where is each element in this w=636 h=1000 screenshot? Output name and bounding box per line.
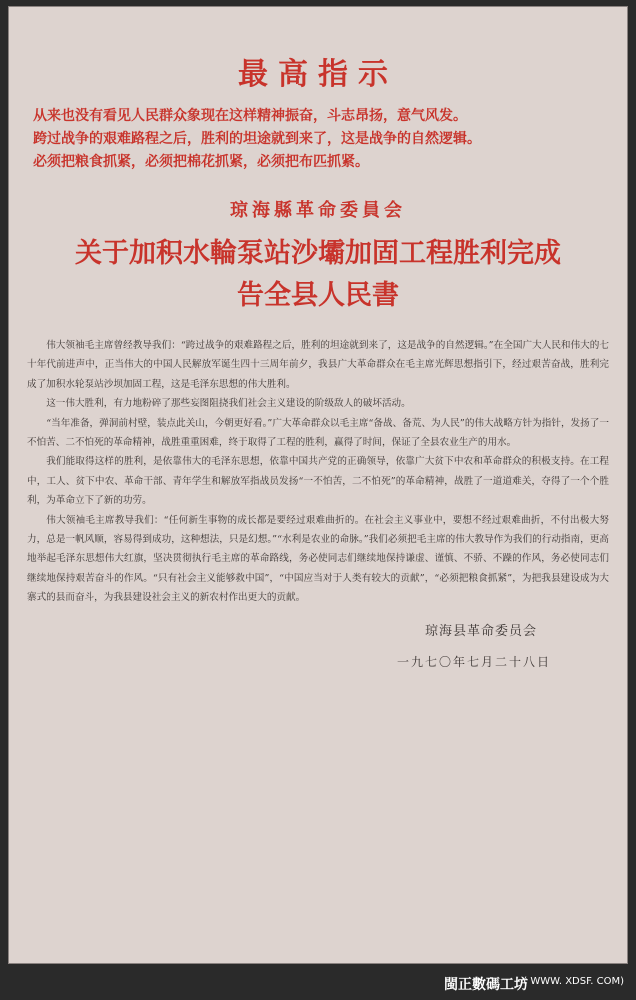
quote-title: 最高指示 xyxy=(238,57,398,92)
watermark-site: ( WWW. XDSF. COM) xyxy=(523,976,624,987)
body-paragraph: 伟大领袖毛主席曾经教导我们：“跨过战争的艰难路程之后，胜利的坦途就到来了，这是战争的自然逻辑。”在全国广大人民和伟大的七十年代前进声中，正当伟大的中国人民解放军诞生四十三周年前夕，我县广大革命群众在毛主席光辉思想指引下，经过艰苦奋战，胜利完成了加积水轮泵站沙坝加固工程，这是毛泽东思想的伟大胜利。 xyxy=(27,340,609,390)
sub-title: 告全县人民書 xyxy=(237,280,399,311)
body-text xyxy=(27,336,609,608)
footer-bar xyxy=(0,964,636,1000)
poster-sheet xyxy=(8,6,628,964)
signature-org: 琼海县革命委员会 xyxy=(424,623,537,639)
quote-line: 跨过战争的艰难路程之后，胜利的坦途就到来了，这是战争的自然逻辑。 xyxy=(33,131,481,147)
watermark-brand: 閩正數碼工坊 xyxy=(444,977,528,993)
org-title: 琼海縣革命委員会 xyxy=(230,200,406,221)
quote-line: 必须把粮食抓紧，必须把棉花抓紧，必须把布匹抓紧。 xyxy=(33,154,369,170)
main-title: 关于加积水輪泵站沙壩加固工程胜利完成 xyxy=(75,238,561,269)
body-paragraph: 我们能取得这样的胜利，是依靠伟大的毛泽东思想，依靠中国共产党的正确领导，依靠广大贫下中农和革命群众的积极支持。在工程中，工人、贫下中农、革命干部、青年学生和解放军指战员发扬“一不怕苦，二不怕死”的革命精神，战胜了一道道难关，夺得了一个个胜利，为革命立下了新的功劳。 xyxy=(27,456,609,507)
body-paragraph: “当年准备，弹洞前村壁，装点此关山，今朝更好看。”广大革命群众以毛主席“备战、备荒、为人民”的伟大战略方针为指针，发扬了一不怕苦、二不怕死的革命精神，战胜重重困难，终于取得了工程的胜利，赢得了时间，保证了全县农业生产的用水。 xyxy=(27,417,609,449)
body-paragraph: 伟大领袖毛主席教导我们：“任何新生事物的成长都是要经过艰难曲折的。在社会主义事业中，要想不经过艰难曲折，不付出极大努力，总是一帆风顺，容易得到成功，这种想法，只是幻想。”“水利是农业的命脉。”我们必须把毛主席的伟大教导作为我们的行动指南，更高地举起毛泽东思想伟大红旗，坚决贯彻执行毛主席的革命路线，务必使同志们继续地保持谦虚、谨慎、不骄、不躁的作风，务必使同志们继续地保持艰苦奋斗的作风。“只有社会主义能够救中国”，“中国应当对于人类有较大的贡献”，“必须把粮食抓紧”，为把我县建设成为大寨式的县而奋斗，为我县建设社会主义的新农村作出更大的贡献。 xyxy=(27,514,609,604)
quote-line: 从来也没有看见人民群众象现在这样精神振奋，斗志昂扬，意气风发。 xyxy=(33,108,467,124)
quote-block xyxy=(27,105,609,174)
signature-date: 一九七〇年七月二十八日 xyxy=(396,654,551,669)
body-paragraph: 这一伟大胜利，有力地粉碎了那些妄图阻挠我们社会主义建设的阶级敌人的破坏活动。 xyxy=(46,398,411,410)
